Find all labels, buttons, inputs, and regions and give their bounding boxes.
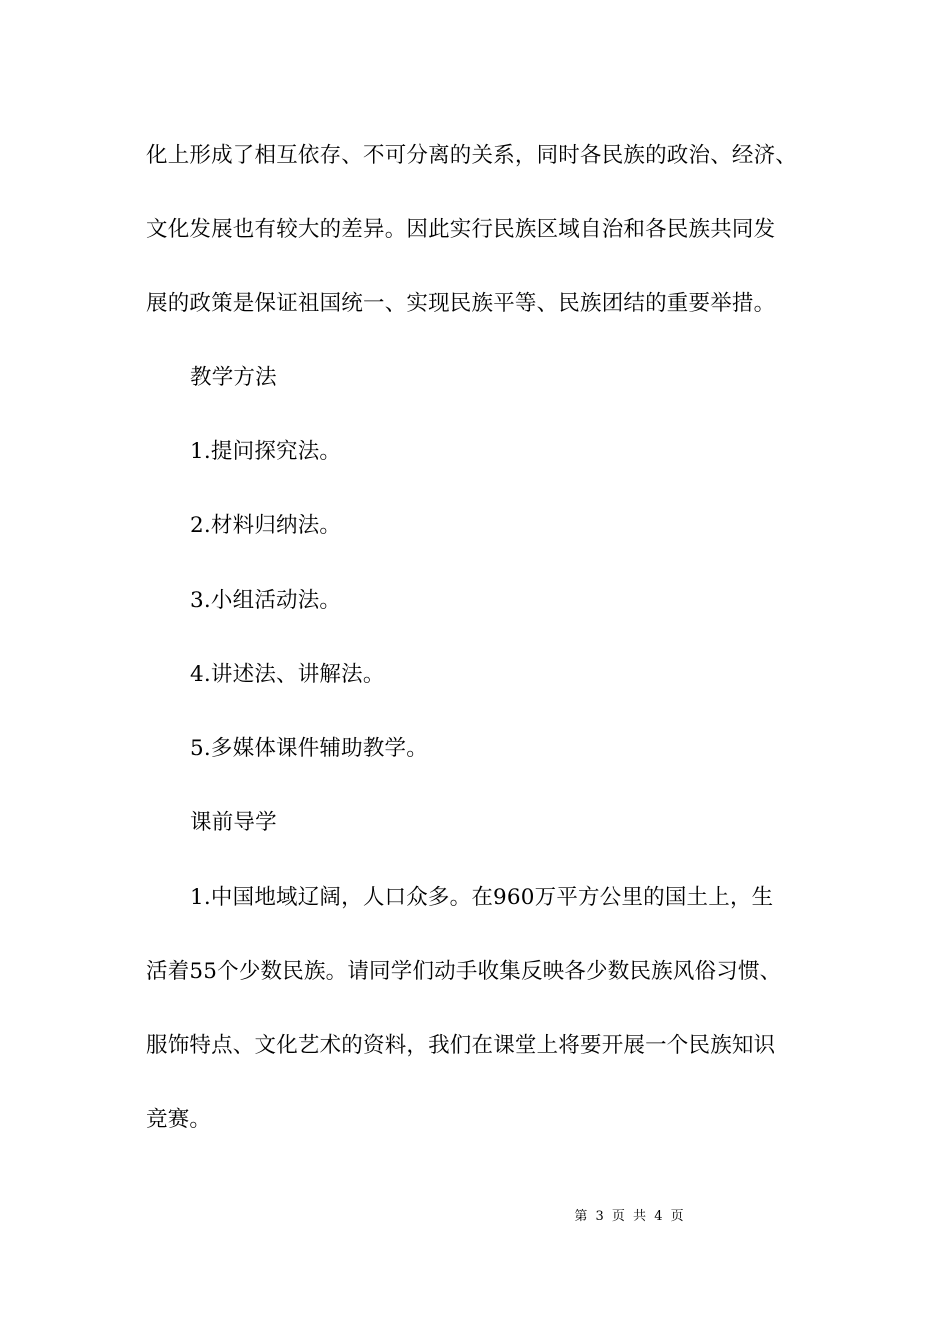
paragraph-line-1: 化上形成了相互依存、不可分离的关系，同时各民族的政治、经济、 (146, 143, 798, 168)
guide-paragraph-line-1: 1.中国地域辽阔，人口众多。在960万平方公里的国土上，生 (190, 885, 774, 910)
section-heading-teaching-methods: 教学方法 (190, 365, 277, 390)
method-item-4: 4.讲述法、讲解法。 (190, 662, 385, 687)
method-item-1: 1.提问探究法。 (190, 439, 342, 464)
section-heading-pre-class-guide: 课前导学 (190, 810, 277, 835)
guide-paragraph-line-2: 活着55个少数民族。请同学们动手收集反映各少数民族风俗习惯、 (146, 959, 782, 984)
method-item-2: 2.材料归纳法。 (190, 513, 342, 538)
paragraph-line-2: 文化发展也有较大的差异。因此实行民族区域自治和各民族共同发 (146, 217, 776, 242)
method-item-3: 3.小组活动法。 (190, 588, 342, 613)
guide-paragraph-line-3: 服饰特点、文化艺术的资料，我们在课堂上将要开展一个民族知识 (146, 1033, 776, 1058)
method-item-5: 5.多媒体课件辅助教学。 (190, 736, 428, 761)
page-number-footer: 第 3 页 共 4 页 (574, 1209, 686, 1224)
guide-paragraph-line-4: 竞赛。 (146, 1107, 212, 1132)
paragraph-line-3: 展的政策是保证祖国统一、实现民族平等、民族团结的重要举措。 (146, 291, 776, 316)
